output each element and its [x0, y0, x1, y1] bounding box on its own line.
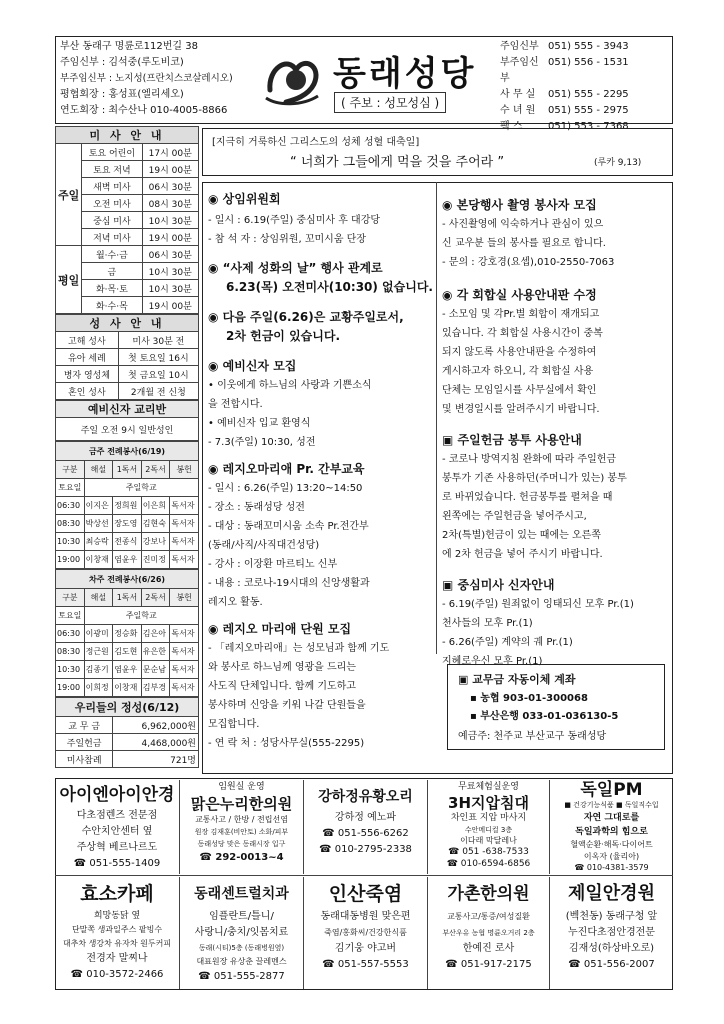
contact-row: 수 녀 원 051) 555 - 2975	[500, 105, 629, 116]
notice-heading: ▣ 주일헌금 봉투 사용안내	[442, 433, 582, 447]
ad-malgeun-clinic: 임원실 운영 맑은누리한의원 교통사고 / 한방 / 전립선염 원장 김재훈(비안토) 소화/피부 동래성당 맞은 동래시장 입구 ☎ 292-0013~4	[179, 780, 303, 874]
sacrament-title: 성 사 안 내	[56, 315, 199, 332]
ad-enzyme-cafe: 효소카페 희망동닭 옆 단말쪽 생과일주스 팥빙수 대추차 생강차 유자차 원두커피 전경자 말찌나 ☎ 010-3572-2466	[62, 883, 172, 980]
offering-title: 우리들의 정성(6/12)	[56, 698, 199, 717]
ads-row-divider	[55, 875, 673, 876]
notice-meeting-room: ◉ 각 회합실 사용안내판 수정 - 소모임 및 각Pr.별 회합이 재개되고 있습니다. 각 회합실 사용시간이 중복 되지 않도록 사용안내판을 수정하여 게시하고자 하오니, 각 회합실 사용 단체는 모임일시를 사무실에서 확인 및 변경일시를 알려주시기 바랍니다.	[442, 286, 670, 419]
ad-jeil-optical: 제일안경원 (벡천동) 동래구청 앞 누진다초점안경전문 김재성(하상바오로) ☎ 051-556-2007	[549, 877, 673, 989]
contact-row: 주임신부 051) 555 - 3943	[500, 41, 629, 52]
notice-heading: ◉ 레지오 마리애 단원 모집	[208, 622, 352, 636]
duty-table-next-week: 차주 전례봉사(6/26) 구분 해설 1독서 2독서 봉헌 토요일 주일학교 06:30 이광미 정승화 김은아 독서자 08:30 정근원 김도현 유은한 독서자 10:30 김종기 염윤우 문순남 독서자 19:00 이희정 이창재 김부경 독서자	[55, 569, 199, 697]
feast-quote: “ 너희가 그들에게 먹을 것을 주어라 ”	[290, 155, 505, 170]
notice-heading: ◉ “사제 성화의 날” 행사 관계로	[208, 261, 383, 275]
notice-legio-training: ◉ 레지오마리애 Pr. 간부교육 - 일시 : 6.26(주일) 13:20~14:50 - 장소 : 동래성당 성전 - 대상 : 동래꼬미시움 소속 Pr.전간부 (동래/사직/사직대건성당) - 강사 : 이장환 마르티노 신부 - 내용 : 코로나-19시대의 신앙생활과 레지오 활동.	[208, 460, 434, 612]
heart-logo-icon	[262, 48, 322, 108]
notice-heading: ◉ 본당행사 촬영 봉사자 모집	[442, 198, 597, 212]
catechumen-time: 주일 오전 9시 일반성인	[56, 418, 199, 441]
notice-heading: ◉ 레지오마리애 Pr. 간부교육	[208, 462, 365, 476]
notice-legio-recruit: ◉ 레지오 마리애 단원 모집 - 「레지오마리애」는 성모님과 함께 기도 와 봉사로 하느님께 영광을 드리는 사도직 단체입니다. 함께 기도하고 봉사하며 신앙을 키워 나갈 단원들을 모집합니다. - 연 락 처 : 성당사무실(555-2295)	[208, 620, 434, 753]
bank-holder: 예금주: 천주교 부산교구 동래성당	[458, 731, 607, 742]
notice-column-left	[208, 190, 434, 753]
notice-heading: ◉ 예비신자 모집	[208, 359, 297, 373]
bank-nh: ▪ 농협 903-01-300068	[470, 693, 588, 704]
bank-title: ▣ 교무금 자동이체 계좌	[458, 673, 576, 686]
notice-pope-sunday: ◉ 다음 주일(6.26)은 교황주일로서, 2차 헌금이 있습니다.	[208, 308, 434, 347]
ad-german-pm: 독일PM ■ 건강기능식품 ■ 독일직수입 자연 그대로를 독일과학의 힘으로 혈액순환·해독·다이어트 이옥자 (율리아) ☎ 010-4381-3579	[549, 780, 673, 874]
notice-central-mass: ▣ 중심미사 신자안내 - 6.19(주일) 원죄없이 잉태되신 모후 Pr.(1) 천사들의 모후 Pr.(1) - 6.26(주일) 계약의 궤 Pr.(1) 지혜로우신 모후 Pr.(1)	[442, 576, 670, 671]
notice-offering-envelope: ▣ 주일헌금 봉투 사용안내 - 코로나 방역지침 완화에 따라 주일헌금 봉투가 기존 사용하던(주머니가 있는) 봉투 로 바뀌었습니다. 헌금봉투를 펼쳐을 때 왼쪽에는 주일헌금을 넣어주시고, 2차(특별)헌금이 있는 때에는 오른쪽 에 2차 헌금을 넣어 주시기 바랍니다.	[442, 431, 670, 564]
feast-ref: (루카 9,13)	[594, 158, 642, 168]
contact-row: 팩 스 051) 553 - 7368	[500, 121, 629, 132]
contact-row: 부주임신부 051) 556 - 1531	[500, 57, 629, 84]
assistant-pastor: 부주임신부 : 노지성(프란치스코살레시오)	[60, 73, 233, 84]
notice-heading: ▣ 중심미사 신자안내	[442, 578, 555, 592]
mass-table: 미 사 안 내 주일 토요 어린이 17시 00분 토요 저녁 19시 00분 새벽 미사 06시 30분 오전 미사 08시 30분 중심 미사 10시 30분 저녁 미사 19시 00분 평일 월·수·금 06시 30분 금 10시 30분 화·목·토 10시 30분 화·수·목 19시 00분	[55, 126, 199, 314]
union-president: 연도회장 : 최수산나 010-4005-8866	[60, 105, 228, 116]
ad-insan-bamboo-salt: 인산죽염 동래대동병원 맞은편 죽염/홍화씨/건강한식품 김기웅 야고버 ☎ 051-557-5553	[303, 877, 427, 989]
contact-list	[500, 39, 629, 135]
ad-3h-bed: 무료체험실운영 3H지압침대 차인표 지압 마사지 수안메디컬 3층 이다래 막달레나 ☎ 051 -638-7533 ☎ 010-6594-6856	[427, 780, 549, 874]
offering-table: 우리들의 정성(6/12) 교 무 금 6,962,000원 주일헌금 4,468,000원 미사참례 721명	[55, 697, 199, 768]
ad-gachon-clinic: 가촌한의원 교통사고/통증/여성질환 부산우유 농협 명륜오거리 2층 한예진 로사 ☎ 051-917-2175	[427, 877, 549, 989]
notice-heading: ◉ 각 회합실 사용안내판 수정	[442, 288, 597, 302]
notice-heading: ◉ 상임위원회	[208, 192, 281, 206]
notice-catechumen: ◉ 예비신자 모집 • 이웃에게 하느님의 사랑과 기쁜소식 을 전합시다. • 예비신자 입교 환영식 - 7.3(주일) 10:30, 성전	[208, 357, 434, 452]
notice-priest-day: ◉ “사제 성화의 날” 행사 관계로 6.23(목) 오전미사(10:30) 없습니다.	[208, 261, 433, 294]
duty1-title: 금주 전례봉사(6/19)	[56, 442, 199, 461]
church-logo	[262, 48, 322, 108]
left-column	[55, 126, 199, 768]
duty2-title: 차주 전례봉사(6/26)	[56, 570, 199, 589]
church-name: 동래성당	[333, 54, 477, 94]
feast-title: [지극히 거룩하신 그리스도의 성체 성혈 대축일]	[212, 137, 420, 148]
notice-committee: ◉ 상임위원회 - 일시 : 6.19(주일) 중심미사 후 대강당 - 참 석 자 : 상임위원, 꼬미시움 단장	[208, 190, 434, 249]
ad-central-dental: 동래센트럴치과 임플란트/틀니/ 사랑니/충치/잇몸치료 동래(시티)5층 (동래병원옆) 대표원장 유상춘 끌레멘스 ☎ 051-555-2877	[179, 877, 303, 989]
bank-account-box	[447, 664, 665, 750]
column-divider	[436, 182, 437, 654]
address: 부산 동래구 명륜로112번길 38	[60, 41, 198, 52]
catechumen-table	[55, 400, 199, 441]
duty-table-this-week: 금주 전례봉사(6/19) 구분 해설 1독서 2독서 봉헌 토요일 주일학교 06:30 이지은 정희원 이은희 독서자 08:30 박상선 장도영 김현숙 독서자 10:30 최승락 전종식 강보나 독서자 19:00 이창재 염윤우 진미정 독서자	[55, 441, 199, 569]
ad-duck-restaurant: 강하정유황오리 강하정 예노파 ☎ 051-556-6262 ☎ 010-2795-2338	[303, 780, 427, 874]
ad-ini-optical: 아이엔아이안경 다초점렌즈 전문점 수안치안센터 옆 주상혁 베르나르도 ☎ 051-555-1409	[59, 785, 175, 869]
mass-title: 미 사 안 내	[56, 127, 199, 144]
notice-column-right	[442, 196, 670, 671]
patron-label: ( 주보 : 성모성심 )	[334, 92, 446, 113]
sunday-label: 주일	[56, 144, 82, 246]
bank-busan: ▪ 부산은행 033-01-036130-5	[470, 711, 619, 722]
pastor: 주임신부 : 김석중(루도비코)	[60, 57, 184, 68]
contact-row: 사 무 실 051) 555 - 2295	[500, 89, 629, 100]
council-president: 평협회장 : 홍성표(엘리세오)	[60, 89, 184, 100]
catechumen-title: 예비신자 교리반	[56, 401, 199, 418]
notice-photo-volunteer: ◉ 본당행사 촬영 봉사자 모집 - 사진촬영에 익숙하거나 관심이 있으 신 교우분 들의 봉사를 필요로 합니다. - 문의 : 강호경(요셉),010-2550-7063	[442, 196, 670, 272]
sacrament-table: 성 사 안 내 고해 성사 미사 30분 전 유아 세례 첫 토요일 16시 병자 영성체 첫 금요일 10시 혼인 성사 2개월 전 신청	[55, 314, 199, 400]
weekday-label: 평일	[56, 246, 82, 314]
header-info	[60, 39, 233, 119]
notice-heading: ◉ 다음 주일(6.26)은 교황주일로서,	[208, 310, 404, 324]
